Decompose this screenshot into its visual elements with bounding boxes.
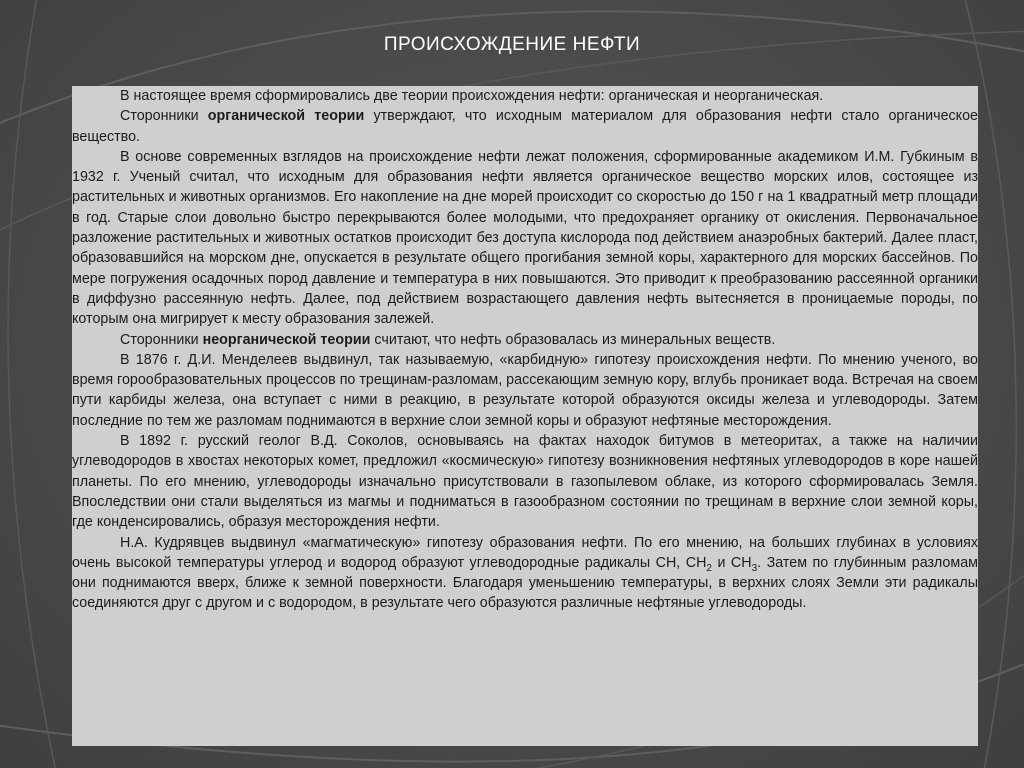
subscript: 3 — [751, 562, 758, 574]
text-run: В 1892 г. русский геолог В.Д. Соколов, основываясь на фактах находок битумов в метеоритах, а также на наличии углеводородов в хвостах некоторых комет, предложил «космическую» гипотезу возникновения нефтяных углеводородов в коре нашей планеты. По его мнению, углеводороды изначально присутствовали в газопылевом облаке, из которого сформировалась Земля. Впоследствии они стали выделяться из магмы и подниматься в газообразном состоянии по трещинам в верхние слои земной коры, где конденсировались, образуя месторождения нефти. — [72, 433, 978, 531]
text-run: Н.А. Кудрявцев выдвинул «магматическую» гипотезу образования нефти. По его мнению, на больших глубинах в условиях очень высокой температуры углерод и водород образуют углеводородные радикалы СН, СН — [72, 534, 978, 571]
text-run: Сторонники — [120, 331, 203, 348]
paragraph — [72, 330, 978, 350]
paragraph — [72, 106, 978, 147]
paragraph — [72, 86, 978, 106]
content-text-box — [72, 86, 978, 746]
slide-title: ПРОИСХОЖДЕНИЕ НЕФТИ — [383, 34, 641, 55]
text-run: В 1876 г. Д.И. Менделеев выдвинул, так называемую, «карбидную» гипотезу происхождения нефти. По мнению ученого, во время горообразовательных процессов по трещинам-разломам, рассекающим земную кору, вглубь проникает вода. Встречая на своем пути карбиды железа, она вступает с ними в реакцию, в результате которой образуются оксиды железа и углеводороды. Затем последние по тем же разломам поднимаются в верхние слои земной коры и образуют нефтяные месторождения. — [72, 351, 978, 429]
text-run: считают, что нефть образовалась из минеральных веществ. — [370, 331, 776, 348]
paragraph — [72, 147, 978, 330]
text-run: . Затем по глубинным разломам они поднимаются вверх, ближе к земной поверхности. Благодаря уменьшению температуры, в верхних слоях Земли эти радикалы соединяются друг с другом и с водородом, в результате чего образуются различные нефтяные углеводороды. — [72, 554, 978, 612]
bold-term: органической теории — [207, 108, 365, 125]
text-run: В основе современных взглядов на происхождение нефти лежат положения, сформированные академиком И.М. Губкиным в 1932 г. Ученый считал, что исходным для образования нефти является органическое вещество морских илов, состоящее из растительных и животных организмов. Его накопление на дне морей происходит со скоростью до 150 г на 1 квадратный метр площади в год. Старые слои довольно быстро перекрываются более молодыми, что предохраняет органику от окисления. Первоначальное разложение растительных и животных остатков происходит без доступа кислорода под действием анаэробных бактерий. Далее пласт, образовавшийся на морском дне, опускается в результате общего прогибания земной коры, характерного для морских бассейнов. По мере погружения осадочных пород давление и температура в них повышаются. Это приводит к преобразованию рассеянной органики в диффузно рассеянную нефть. Далее, под действием возрастающего давления нефть вытесняется в проницаемые породы, по которым она мигрирует к месту образования залежей. — [72, 148, 978, 328]
bold-term: неорганической теории — [202, 331, 371, 348]
text-run: Сторонники — [120, 108, 208, 125]
paragraph — [72, 350, 978, 431]
subscript: 2 — [706, 562, 712, 574]
paragraph — [72, 533, 978, 614]
text-run: и СН — [711, 554, 752, 571]
text-run: В настоящее время сформировались две теории происхождения нефти: органическая и неорганическая. — [120, 88, 824, 104]
text-run: утверждают, что исходным материалом для образования нефти стало органическое вещество. — [72, 108, 978, 145]
paragraph — [72, 431, 978, 532]
